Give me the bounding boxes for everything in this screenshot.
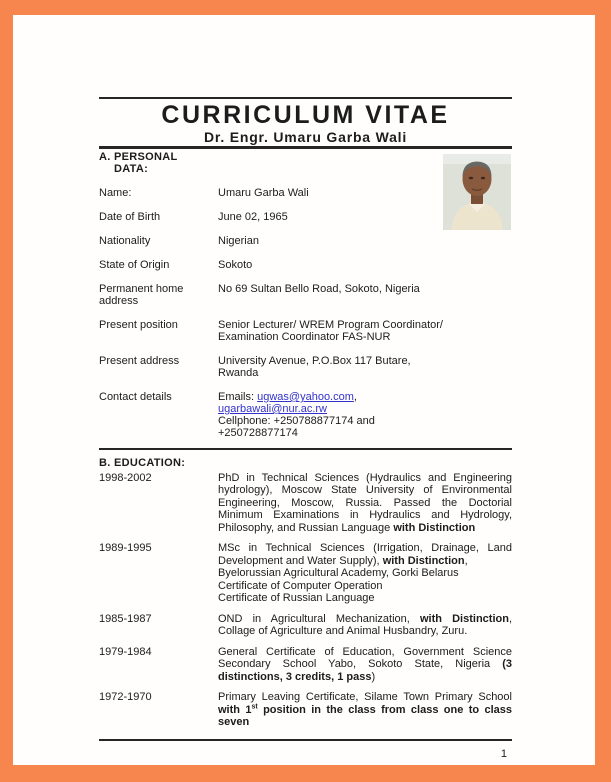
field-label: State of Origin — [99, 259, 170, 271]
education-section — [99, 458, 512, 729]
portrait-photo — [443, 154, 511, 230]
education-row-phd — [99, 472, 512, 535]
education-years: 1989-1995 — [99, 542, 152, 554]
education-description: Primary Leaving Certificate, Silame Town Primary School with 1st position in the class from class one to class seven — [218, 691, 513, 728]
personal-row-present-position — [99, 319, 512, 343]
field-label: Permanent home address — [99, 283, 184, 307]
field-value: Sokoto — [218, 259, 253, 271]
field-label: Present position — [99, 319, 178, 331]
email-link[interactable]: ugarbawali@nur.ac.rw — [218, 403, 327, 415]
education-heading: B. EDUCATION: — [99, 457, 186, 469]
personal-data-section — [99, 152, 512, 439]
education-row-ond — [99, 613, 512, 638]
education-description: MSc in Technical Sciences (Irrigation, Drainage, Land Development and Water Supply), with Distinction, Byelorussian Agricultural Academy, Gorki Belarus Certificate of Computer Operation Certificate of Russian Language — [218, 542, 512, 604]
field-label: Date of Birth — [99, 211, 161, 223]
document-title: CURRICULUM VITAE — [161, 101, 450, 129]
page-number: 1 — [500, 747, 507, 760]
education-row-primary — [99, 691, 512, 729]
email-link[interactable]: ugwas@yahoo.com — [257, 391, 354, 403]
education-years: 1972-1970 — [99, 691, 152, 703]
education-years: 1979-1984 — [99, 645, 152, 658]
field-label: Present address — [99, 355, 180, 367]
education-years: 1998-2002 — [99, 471, 152, 484]
personal-row-nationality — [99, 235, 512, 247]
education-description: General Certificate of Education, Government Science Secondary School Yabo, Sokoto State, Nigeria (3 distinctions, 3 credits, 1 pass) — [218, 645, 512, 683]
education-years: 1985-1987 — [99, 612, 152, 625]
field-value: No 69 Sultan Bello Road, Sokoto, Nigeria — [218, 283, 420, 295]
personal-row-permanent-home-address — [99, 283, 512, 307]
field-label: Name: — [99, 187, 132, 199]
personal-row-present-address — [99, 355, 512, 379]
field-value: June 02, 1965 — [218, 211, 288, 223]
education-row-gce — [99, 646, 512, 684]
personal-row-state-of-origin — [99, 259, 512, 271]
top-rule — [99, 97, 512, 99]
document-subtitle: Dr. Engr. Umaru Garba Wali — [203, 129, 408, 145]
cv-page — [13, 15, 595, 765]
field-value: Umaru Garba Wali — [218, 187, 309, 199]
personal-data-heading: A. PERSONAL DATA: — [99, 151, 178, 175]
education-rule — [99, 448, 512, 450]
field-value: Nigerian — [218, 235, 259, 247]
education-row-msc — [99, 542, 512, 605]
education-description: OND in Agricultural Mechanization, with Distinction, Collage of Agriculture and Animal Husbandry, Zuru. — [218, 612, 512, 637]
field-value: University Avenue, P.O.Box 117 Butare, Rwanda — [218, 355, 411, 379]
header-rule — [99, 146, 512, 149]
cv-content — [99, 97, 512, 760]
field-label: Contact details — [99, 391, 172, 403]
field-value: Senior Lecturer/ WREM Program Coordinator/ Examination Coordinator FAS-NUR — [218, 319, 443, 343]
field-value-contact: Emails: ugwas@yahoo.com, ugarbawali@nur.ac.rw Cellphone: +250788877174 and +250728877174 — [218, 391, 375, 439]
field-label: Nationality — [99, 235, 151, 247]
bottom-rule — [99, 739, 512, 741]
education-description: PhD in Technical Sciences (Hydraulics and Engineering hydrology), Moscow State University of Environmental Engineering, Moscow, Russia. Passed the Doctorial Minimum Examinations in Hydraulics and Hydrology, Philosophy, and Russian Language with Distinction — [218, 471, 512, 534]
personal-row-contact-details — [99, 391, 512, 439]
